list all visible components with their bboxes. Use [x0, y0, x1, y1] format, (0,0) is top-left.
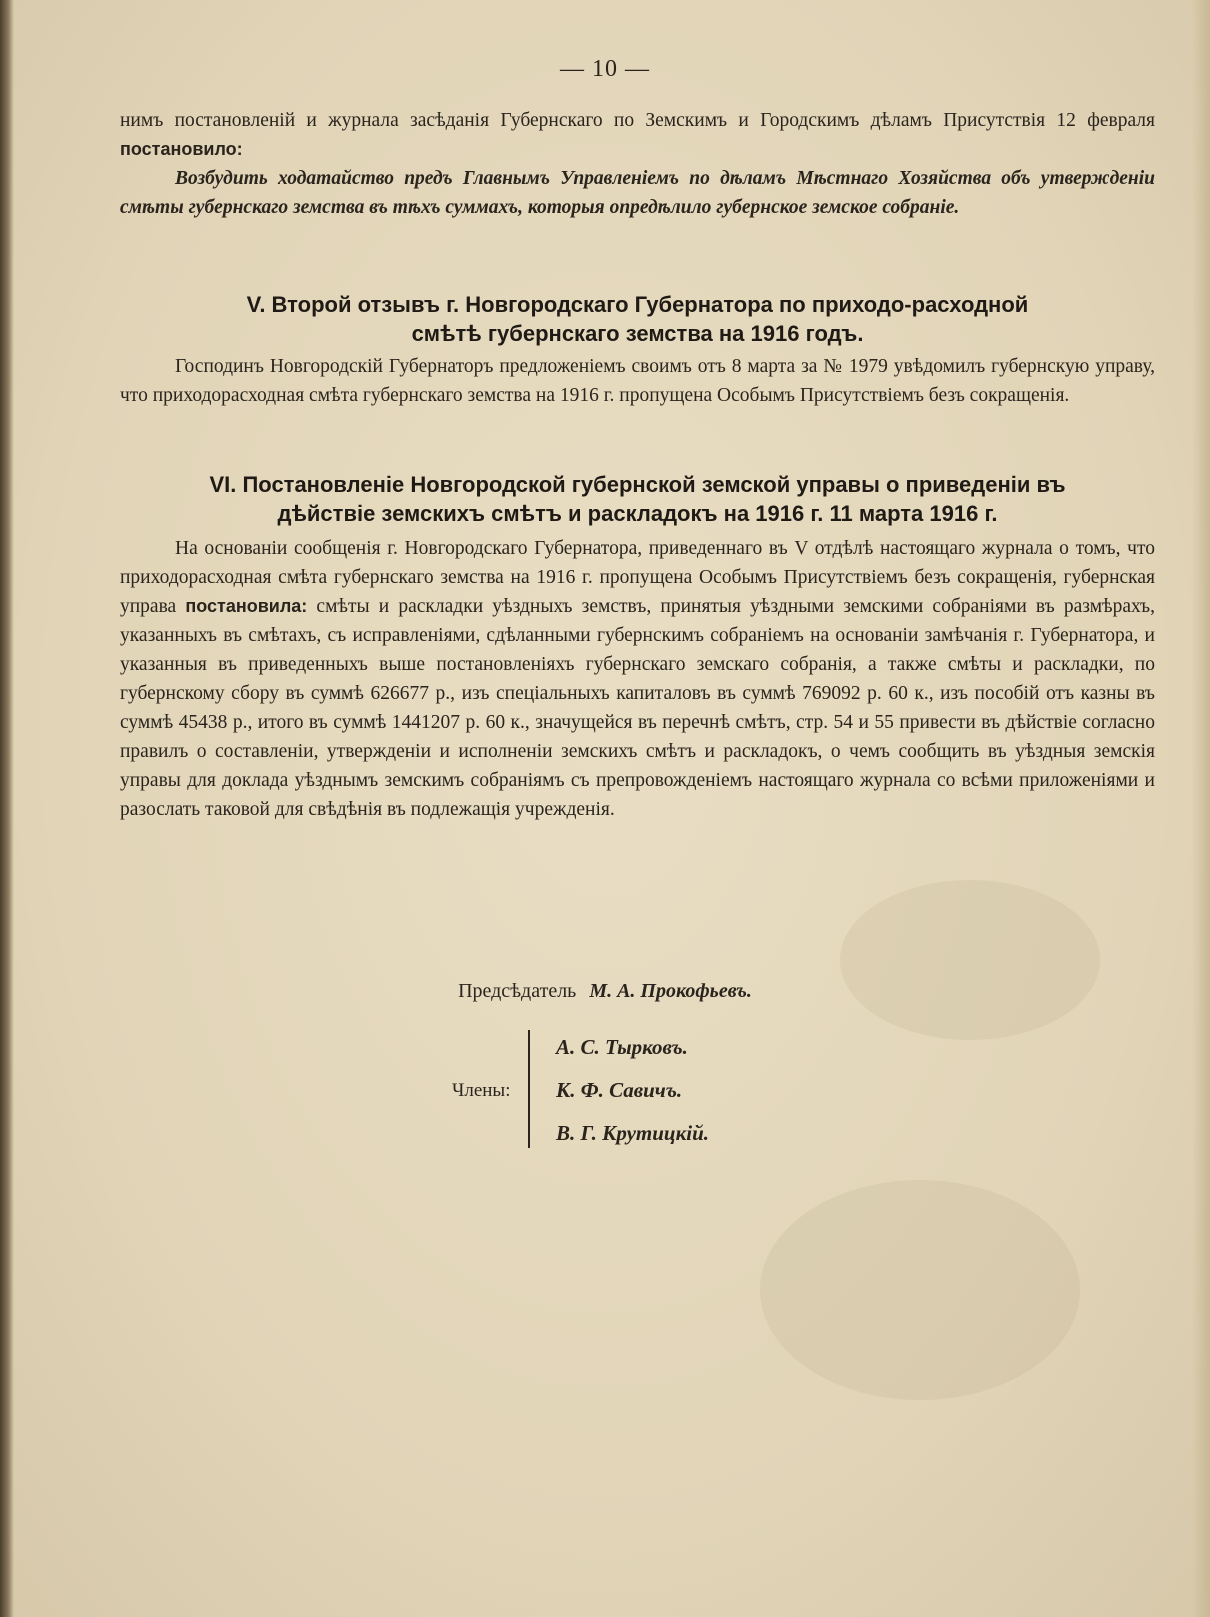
- opening-text: [120, 106, 1155, 164]
- member-name: В. Г. Крутицкій.: [556, 1121, 709, 1145]
- member-name: А. С. Тырковъ.: [556, 1035, 688, 1059]
- section-v-paragraph: Господинъ Новгородскій Губернаторъ предложеніемъ своимъ отъ 8 марта за № 1979 увѣдомилъ губернскую управу, что приходорасходная смѣта губернскаго земства на 1916 г. пропущена Особымъ Присутствіемъ безъ сокращенія.: [120, 356, 1155, 406]
- paper-stain: [840, 880, 1100, 1040]
- page-number: — 10 —: [560, 56, 650, 82]
- section-v-heading-line1: V. Второй отзывъ г. Новгородскаго Губернатора по приходо-расходной: [246, 292, 1029, 317]
- paper-stain: [760, 1180, 1080, 1400]
- opening-bold-word: постановило:: [120, 139, 243, 159]
- section-vi-body-part2: смѣты и раскладки уѣздныхъ земствъ, принятыя уѣздными земскими собраніями въ размѣрахъ, указанныхъ въ смѣтахъ, съ исправленіями, сдѣланными губернскимъ собраніемъ на основаніи замѣчанія г. Губернатора, и указанныя въ приведенныхъ выше постановленіяхъ губернскаго земскаго собранія, а также смѣты и раскладки, по губернскому сбору въ суммѣ 626677 р., изъ спеціальныхъ капиталовъ въ суммѣ 769092 р. 60 к., изъ пособій отъ казны въ суммѣ 45438 р., итого въ суммѣ 1441207 р. 60 к., значущейся въ перечнѣ смѣтъ, стр. 54 и 55 привести въ дѣйствіе согласно правилъ о составленіи, утвержденіи и исполненіи земскихъ смѣтъ и раскладокъ, о чемъ сообщить въ уѣздныя земскія управы для доклада уѣзднымъ земскимъ собраніямъ съ препровожденіемъ настоящаго журнала со всѣми приложеніями и разослать таковой для свѣдѣнія въ подлежащія учрежденія.: [120, 596, 1155, 820]
- opening-decree: Возбудить ходатайство предъ Главнымъ Управленіемъ по дѣламъ Мѣстнаго Хозяйства объ утвержденіи смѣты губернскаго земства въ тѣхъ суммахъ, которыя опредѣлило губернское земское собраніе.: [120, 168, 1155, 218]
- page-edge: [1192, 0, 1210, 1617]
- section-vi-paragraph: [120, 534, 1155, 824]
- chairman-signature: [0, 980, 1210, 1003]
- section-v-heading-line2: смѣтѣ губернскаго земства на 1916 годъ.: [411, 321, 864, 346]
- chairman-name: М. А. Прокофьевъ.: [589, 980, 752, 1002]
- chairman-label: Предсѣдатель: [458, 980, 577, 1002]
- member-name: К. Ф. Савичъ.: [556, 1078, 683, 1102]
- section-vi-bold-word: постановила:: [185, 596, 308, 616]
- opening-paragraph: [120, 106, 1155, 222]
- section-vi-heading-line1: VI. Постановленіе Новгородской губернской земской управы о приведеніи въ: [209, 472, 1066, 497]
- section-v-heading: [120, 290, 1155, 348]
- section-vi-heading: [120, 470, 1155, 528]
- section-vi-heading-line2: дѣйствіе земскихъ смѣтъ и раскладокъ на 1916 г. 11 марта 1916 г.: [277, 501, 998, 526]
- opening-text-body: нимъ постановленій и журнала засѣданія Губернскаго по Земскимъ и Городскимъ дѣламъ Присутствія 12 февраля: [120, 110, 1155, 131]
- section-v-body: [120, 352, 1155, 410]
- book-binding-shadow: [0, 0, 14, 1617]
- members-bracket: [528, 1030, 530, 1148]
- members-label: Члены:: [452, 1080, 511, 1101]
- section-vi-body: [120, 534, 1155, 824]
- section-vi-body-part1: На основаніи сообщенія г. Новгородскаго Губернатора, приведеннаго въ V отдѣлѣ настоящаго журнала о томъ, что приходорасходная смѣта губернскаго земства на 1916 г. пропущена Особымъ Присутствіемъ безъ сокращенія, губернская управа: [120, 538, 1155, 617]
